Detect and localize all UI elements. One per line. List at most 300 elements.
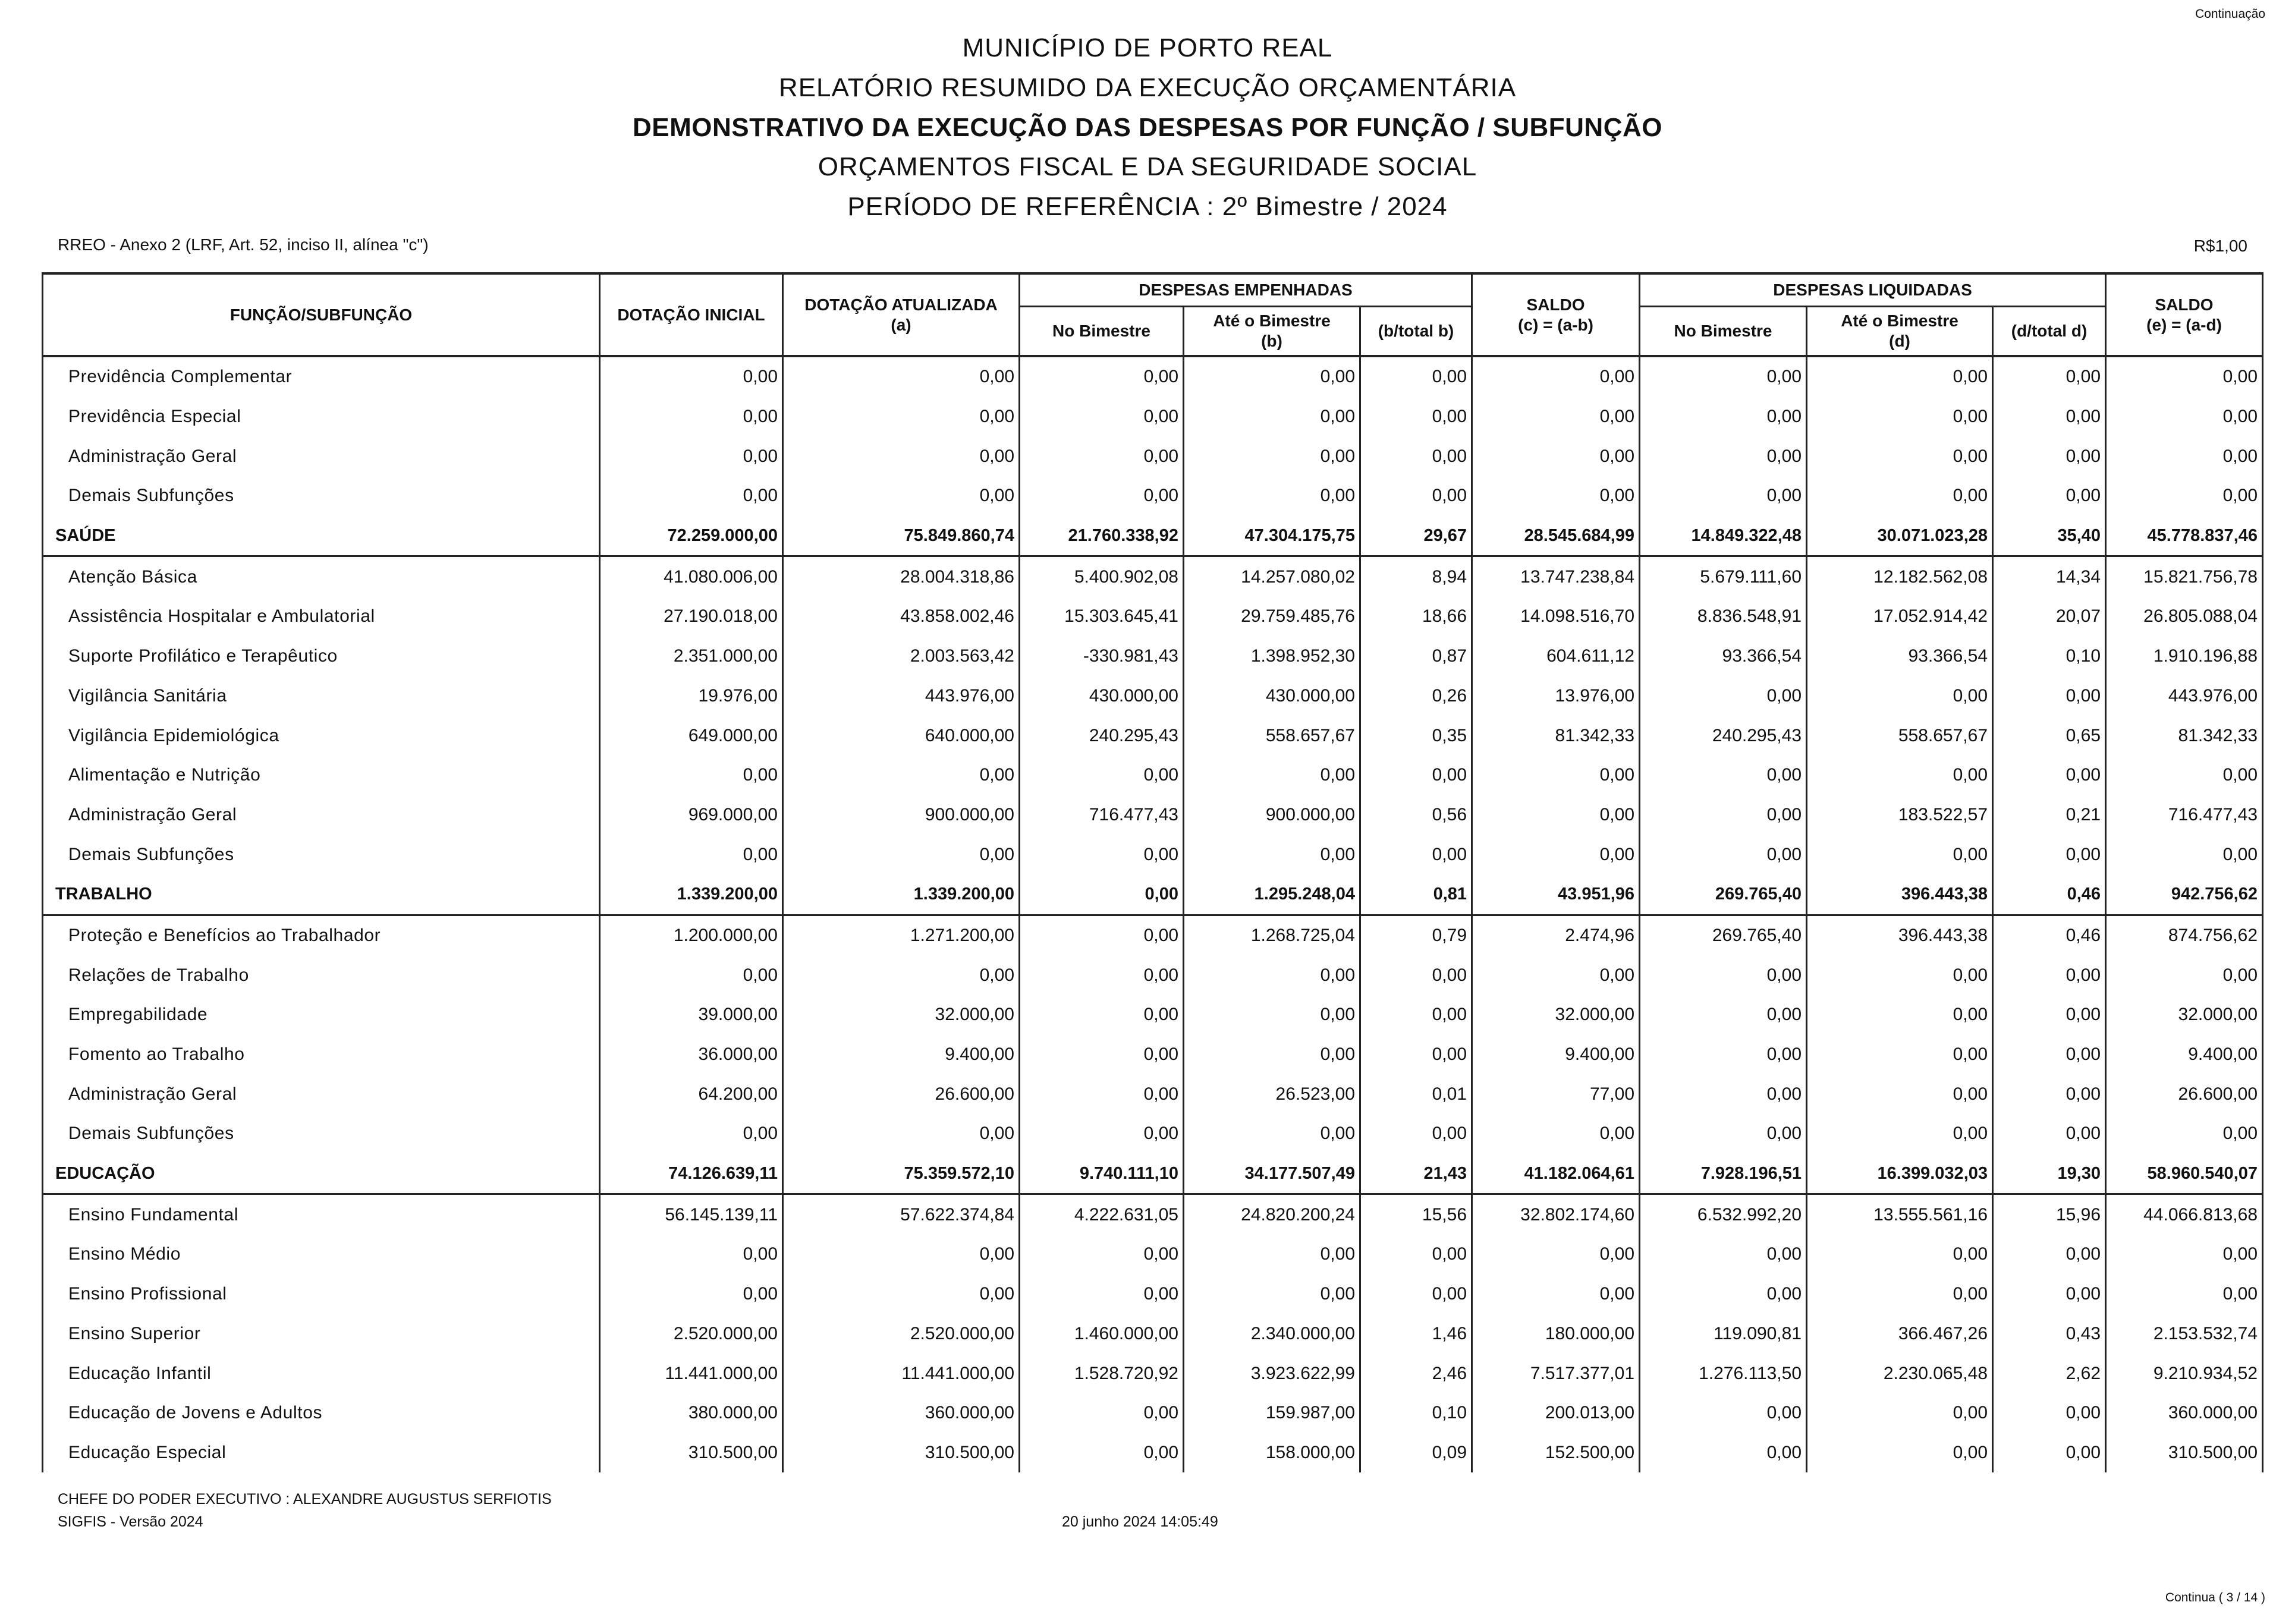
report-title: RELATÓRIO RESUMIDO DA EXECUÇÃO ORÇAMENTÁRIA	[778, 73, 1517, 102]
value-cell: 0,00	[1640, 955, 1807, 995]
value-cell: 0,00	[1993, 1074, 2106, 1114]
subfunction-row	[43, 1314, 2263, 1354]
row-label	[43, 795, 600, 835]
value-cell: 0,00	[1807, 356, 1993, 397]
value-cell: 1.339.200,00	[600, 874, 783, 915]
value-cell: 0,00	[1993, 835, 2106, 874]
value-cell: 0,00	[1472, 476, 1640, 516]
value-cell: 0,00	[1640, 476, 1807, 516]
header-balance-c	[1472, 273, 1640, 356]
row-label-text: Vigilância Sanitária	[68, 685, 227, 706]
row-label-text: Administração Geral	[68, 1084, 237, 1104]
value-cell: 360.000,00	[2106, 1393, 2263, 1433]
value-cell: 240.295,43	[1020, 716, 1184, 756]
row-label	[43, 1393, 600, 1433]
value-cell: 200.013,00	[1472, 1393, 1640, 1433]
value-cell: 81.342,33	[1472, 716, 1640, 756]
value-cell: 44.066.813,68	[2106, 1194, 2263, 1235]
value-cell: 310.500,00	[600, 1433, 783, 1473]
value-cell: 74.126.639,11	[600, 1154, 783, 1194]
value-cell: 0,00	[1993, 1235, 2106, 1274]
value-cell: 21.760.338,92	[1020, 516, 1184, 556]
row-label	[43, 356, 600, 397]
value-cell: 0,00	[1807, 1035, 1993, 1075]
value-cell: 0,00	[1020, 1074, 1184, 1114]
value-cell: 27.190.018,00	[600, 597, 783, 637]
value-cell: 77,00	[1472, 1074, 1640, 1114]
value-cell: 5.679.111,60	[1640, 556, 1807, 597]
value-cell: 0,00	[1807, 476, 1993, 516]
value-cell: 0,00	[1472, 795, 1640, 835]
value-cell: 604.611,12	[1472, 637, 1640, 676]
value-cell: 93.366,54	[1640, 637, 1807, 676]
value-cell: 0,00	[1993, 995, 2106, 1035]
value-cell: 558.657,67	[1184, 716, 1360, 756]
header-updated-allocation	[783, 273, 1020, 356]
value-cell: 900.000,00	[783, 795, 1020, 835]
header-committed-bimester: No Bimestre	[1020, 307, 1184, 357]
subfunction-row	[43, 1274, 2263, 1314]
value-cell: 180.000,00	[1472, 1314, 1640, 1354]
header-updated-line2: (a)	[891, 315, 911, 334]
value-cell: 0,00	[783, 1274, 1020, 1314]
value-cell: 900.000,00	[1184, 795, 1360, 835]
value-cell: 0,00	[2106, 476, 2263, 516]
subfunction-row	[43, 995, 2263, 1035]
value-cell: 0,00	[1020, 1114, 1184, 1154]
value-cell: 0,00	[1360, 1274, 1472, 1314]
value-cell: 2.351.000,00	[600, 637, 783, 676]
value-cell: 0,00	[1020, 835, 1184, 874]
value-cell: 29,67	[1360, 516, 1472, 556]
value-cell: 0,00	[783, 356, 1020, 397]
header-liquidated-group: DESPESAS LIQUIDADAS	[1640, 273, 2106, 307]
value-cell: 0,00	[1184, 995, 1360, 1035]
value-cell: 14.849.322,48	[1640, 516, 1807, 556]
value-cell: 0,00	[783, 756, 1020, 795]
annex-reference: RREO - Anexo 2 (LRF, Art. 52, inciso II, alínea "c")	[58, 235, 429, 254]
value-cell: 0,00	[1640, 756, 1807, 795]
row-label-text: TRABALHO	[55, 884, 152, 904]
value-cell: 0,00	[1020, 756, 1184, 795]
value-cell: 24.820.200,24	[1184, 1194, 1360, 1235]
row-label	[43, 835, 600, 874]
row-label	[43, 995, 600, 1035]
value-cell: 0,00	[1472, 1274, 1640, 1314]
value-cell: 21,43	[1360, 1154, 1472, 1194]
value-cell: 0,00	[1640, 1274, 1807, 1314]
subfunction-row	[43, 1194, 2263, 1235]
value-cell: 0,00	[1020, 1035, 1184, 1075]
value-cell: 240.295,43	[1640, 716, 1807, 756]
value-cell: 30.071.023,28	[1807, 516, 1993, 556]
subfunction-row	[43, 716, 2263, 756]
row-label	[43, 1235, 600, 1274]
subfunction-row	[43, 1114, 2263, 1154]
value-cell: 18,66	[1360, 597, 1472, 637]
value-cell: 0,00	[1472, 397, 1640, 437]
row-label-text: Ensino Médio	[68, 1244, 181, 1264]
value-cell: 0,00	[2106, 436, 2263, 476]
subfunction-row	[43, 597, 2263, 637]
value-cell: 0,00	[1993, 1114, 2106, 1154]
executive-signature: CHEFE DO PODER EXECUTIVO : ALEXANDRE AUGUSTUS SERFIOTIS	[58, 1491, 552, 1507]
value-cell: 0,00	[1640, 1235, 1807, 1274]
value-cell: 57.622.374,84	[783, 1194, 1020, 1235]
value-cell: 3.923.622,99	[1184, 1354, 1360, 1393]
continuation-label: Continuação	[2195, 7, 2265, 21]
value-cell: 396.443,38	[1807, 915, 1993, 955]
value-cell: 0,00	[1807, 1274, 1993, 1314]
value-cell: 14.098.516,70	[1472, 597, 1640, 637]
value-cell: 26.523,00	[1184, 1074, 1360, 1114]
header-liquidated-bimester: No Bimestre	[1640, 307, 1807, 357]
value-cell: -330.981,43	[1020, 637, 1184, 676]
row-label-text: Educação de Jovens e Adultos	[68, 1403, 323, 1423]
value-cell: 0,00	[1472, 756, 1640, 795]
value-cell: 0,00	[1807, 835, 1993, 874]
value-cell: 159.987,00	[1184, 1393, 1360, 1433]
value-cell: 0,00	[1640, 1074, 1807, 1114]
value-cell: 0,00	[600, 1274, 783, 1314]
value-cell: 119.090,81	[1640, 1314, 1807, 1354]
value-cell: 269.765,40	[1640, 874, 1807, 915]
header-liquidated-pct: (d/total d)	[1993, 307, 2106, 357]
system-version: SIGFIS - Versão 2024	[58, 1513, 203, 1530]
value-cell: 0,00	[1020, 397, 1184, 437]
value-cell: 58.960.540,07	[2106, 1154, 2263, 1194]
value-cell: 0,00	[1640, 1035, 1807, 1075]
value-cell: 17.052.914,42	[1807, 597, 1993, 637]
value-cell: 2.340.000,00	[1184, 1314, 1360, 1354]
value-cell: 0,35	[1360, 716, 1472, 756]
subfunction-row	[43, 556, 2263, 597]
value-cell: 0,00	[2106, 835, 2263, 874]
subfunction-row	[43, 1393, 2263, 1433]
row-label	[43, 516, 600, 556]
value-cell: 0,00	[1807, 436, 1993, 476]
value-cell: 0,00	[1993, 436, 2106, 476]
value-cell: 29.759.485,76	[1184, 597, 1360, 637]
value-cell: 7.517.377,01	[1472, 1354, 1640, 1393]
header-balance-e-line1: SALDO	[2155, 295, 2214, 314]
budgets-title: ORÇAMENTOS FISCAL E DA SEGURIDADE SOCIAL	[818, 152, 1477, 181]
value-cell: 2.474,96	[1472, 915, 1640, 955]
value-cell: 0,00	[600, 436, 783, 476]
value-cell: 0,00	[783, 397, 1020, 437]
value-cell: 2.230.065,48	[1807, 1354, 1993, 1393]
row-label	[43, 1433, 600, 1473]
value-cell: 43.858.002,46	[783, 597, 1020, 637]
value-cell: 9.740.111,10	[1020, 1154, 1184, 1194]
subfunction-row	[43, 476, 2263, 516]
header-balance-e-line2: (e) = (a-d)	[2146, 315, 2222, 334]
value-cell: 0,00	[1020, 1433, 1184, 1473]
value-cell: 443.976,00	[783, 676, 1020, 716]
value-cell: 0,00	[2106, 356, 2263, 397]
value-cell: 0,21	[1993, 795, 2106, 835]
value-cell: 716.477,43	[2106, 795, 2263, 835]
row-label-text: Demais Subfunções	[68, 1123, 234, 1144]
value-cell: 64.200,00	[600, 1074, 783, 1114]
row-label	[43, 676, 600, 716]
value-cell: 0,00	[1807, 995, 1993, 1035]
value-cell: 0,00	[1640, 1393, 1807, 1433]
value-cell: 0,00	[1993, 356, 2106, 397]
subfunction-row	[43, 356, 2263, 397]
header-balance-c-line2: (c) = (a-b)	[1518, 315, 1593, 334]
value-cell: 0,00	[1640, 1114, 1807, 1154]
row-label	[43, 915, 600, 955]
value-cell: 0,00	[1807, 1433, 1993, 1473]
row-label-text: Demais Subfunções	[68, 486, 234, 506]
value-cell: 0,00	[1807, 1114, 1993, 1154]
value-cell: 0,00	[1020, 476, 1184, 516]
value-cell: 0,00	[1472, 436, 1640, 476]
row-label-text: Ensino Profissional	[68, 1284, 227, 1304]
value-cell: 0,00	[1807, 676, 1993, 716]
page-pagination: Continua ( 3 / 14 )	[2165, 1591, 2265, 1604]
header-updated-line1: DOTAÇÃO ATUALIZADA	[804, 295, 998, 314]
value-cell: 14.257.080,02	[1184, 556, 1360, 597]
row-label	[43, 1114, 600, 1154]
row-label-text: Empregabilidade	[68, 1005, 208, 1025]
value-cell: 16.399.032,03	[1807, 1154, 1993, 1194]
value-cell: 0,00	[1184, 356, 1360, 397]
row-label	[43, 874, 600, 915]
value-cell: 310.500,00	[783, 1433, 1020, 1473]
value-cell: 0,00	[1993, 756, 2106, 795]
value-cell: 0,46	[1993, 874, 2106, 915]
statement-title: DEMONSTRATIVO DA EXECUÇÃO DAS DESPESAS POR FUNÇÃO / SUBFUNÇÃO	[633, 113, 1662, 142]
value-cell: 0,00	[1807, 1235, 1993, 1274]
value-cell: 0,00	[783, 955, 1020, 995]
header-initial-allocation: DOTAÇÃO INICIAL	[600, 273, 783, 356]
value-cell: 0,00	[600, 835, 783, 874]
value-cell: 32.000,00	[2106, 995, 2263, 1035]
value-cell: 26.600,00	[783, 1074, 1020, 1114]
header-balance-e	[2106, 273, 2263, 356]
value-cell: 0,01	[1360, 1074, 1472, 1114]
subfunction-row	[43, 955, 2263, 995]
value-cell: 1.268.725,04	[1184, 915, 1360, 955]
value-cell: 13.976,00	[1472, 676, 1640, 716]
value-cell: 47.304.175,75	[1184, 516, 1360, 556]
value-cell: 0,09	[1360, 1433, 1472, 1473]
subfunction-row	[43, 1354, 2263, 1393]
value-cell: 430.000,00	[1184, 676, 1360, 716]
value-cell: 32.802.174,60	[1472, 1194, 1640, 1235]
value-cell: 716.477,43	[1020, 795, 1184, 835]
value-cell: 0,00	[2106, 955, 2263, 995]
value-cell: 0,00	[600, 756, 783, 795]
value-cell: 0,00	[1020, 356, 1184, 397]
value-cell: 0,00	[1640, 835, 1807, 874]
value-cell: 93.366,54	[1807, 637, 1993, 676]
subfunction-row	[43, 1035, 2263, 1075]
value-cell: 39.000,00	[600, 995, 783, 1035]
value-cell: 5.400.902,08	[1020, 556, 1184, 597]
value-cell: 0,00	[1020, 436, 1184, 476]
value-cell: 2,46	[1360, 1354, 1472, 1393]
value-cell: 2.003.563,42	[783, 637, 1020, 676]
value-cell: 0,00	[1184, 1035, 1360, 1075]
row-label-text: Suporte Profilático e Terapêutico	[68, 646, 338, 666]
value-cell: 28.545.684,99	[1472, 516, 1640, 556]
row-label	[43, 756, 600, 795]
value-cell: 0,00	[783, 835, 1020, 874]
value-cell: 36.000,00	[600, 1035, 783, 1075]
value-cell: 0,56	[1360, 795, 1472, 835]
value-cell: 0,00	[600, 1235, 783, 1274]
value-cell: 1.460.000,00	[1020, 1314, 1184, 1354]
municipality-title: MUNICÍPIO DE PORTO REAL	[962, 33, 1333, 62]
value-cell: 0,00	[1807, 1393, 1993, 1433]
value-cell: 0,00	[1993, 1035, 2106, 1075]
row-label	[43, 637, 600, 676]
value-cell: 0,00	[783, 1114, 1020, 1154]
value-cell: 0,00	[1184, 1274, 1360, 1314]
value-cell: 0,00	[1993, 397, 2106, 437]
row-label-text: Educação Infantil	[68, 1363, 212, 1383]
value-cell: 366.467,26	[1807, 1314, 1993, 1354]
value-cell: 0,00	[1020, 1393, 1184, 1433]
value-cell: 0,00	[1020, 955, 1184, 995]
value-cell: 152.500,00	[1472, 1433, 1640, 1473]
value-cell: 20,07	[1993, 597, 2106, 637]
row-label-text: EDUCAÇÃO	[55, 1163, 155, 1183]
subfunction-row	[43, 1074, 2263, 1114]
value-cell: 0,00	[1993, 1433, 2106, 1473]
value-cell: 19.976,00	[600, 676, 783, 716]
value-cell: 0,00	[1360, 756, 1472, 795]
value-cell: 75.849.860,74	[783, 516, 1020, 556]
value-cell: 649.000,00	[600, 716, 783, 756]
value-cell: 0,00	[1472, 1235, 1640, 1274]
row-label-text: Assistência Hospitalar e Ambulatorial	[68, 606, 375, 627]
value-cell: 15,96	[1993, 1194, 2106, 1235]
generation-timestamp: 20 junho 2024 14:05:49	[1062, 1513, 1218, 1530]
value-cell: 0,43	[1993, 1314, 2106, 1354]
value-cell: 0,00	[1360, 1114, 1472, 1154]
value-cell: 158.000,00	[1184, 1433, 1360, 1473]
value-cell: 1.271.200,00	[783, 915, 1020, 955]
value-cell: 41.182.064,61	[1472, 1154, 1640, 1194]
value-cell: 430.000,00	[1020, 676, 1184, 716]
value-cell: 0,00	[1184, 1235, 1360, 1274]
header-liquidated-until-line1: Até o Bimestre	[1841, 311, 1958, 330]
value-cell: 0,00	[1472, 835, 1640, 874]
value-cell: 0,00	[1020, 1274, 1184, 1314]
value-cell: 0,00	[1640, 436, 1807, 476]
header-balance-c-line1: SALDO	[1526, 295, 1585, 314]
value-cell: 0,00	[1360, 476, 1472, 516]
value-cell: 2.520.000,00	[600, 1314, 783, 1354]
value-cell: 1.528.720,92	[1020, 1354, 1184, 1393]
value-cell: 380.000,00	[600, 1393, 783, 1433]
value-cell: 0,00	[600, 1114, 783, 1154]
header-liquidated-until-line2: (d)	[1889, 332, 1910, 350]
value-cell: 0,00	[1184, 835, 1360, 874]
row-label-text: Fomento ao Trabalho	[68, 1044, 245, 1065]
value-cell: 0,00	[1360, 995, 1472, 1035]
row-label-text: Vigilância Epidemiológica	[68, 725, 279, 745]
value-cell: 13.555.561,16	[1807, 1194, 1993, 1235]
value-cell: 0,00	[1807, 756, 1993, 795]
currency-unit: R$1,00	[2193, 237, 2247, 255]
value-cell: 360.000,00	[783, 1393, 1020, 1433]
value-cell: 0,00	[1993, 1274, 2106, 1314]
row-label	[43, 955, 600, 995]
value-cell: 43.951,96	[1472, 874, 1640, 915]
value-cell: 0,00	[2106, 1274, 2263, 1314]
row-label	[43, 1274, 600, 1314]
value-cell: 0,00	[1640, 995, 1807, 1035]
value-cell: 0,00	[1184, 397, 1360, 437]
value-cell: 2,62	[1993, 1354, 2106, 1393]
header-function: FUNÇÃO/SUBFUNÇÃO	[43, 273, 600, 356]
value-cell: 2.153.532,74	[2106, 1314, 2263, 1354]
value-cell: 558.657,67	[1807, 716, 1993, 756]
row-label-text: Administração Geral	[68, 804, 237, 824]
row-label-text: Ensino Superior	[68, 1323, 201, 1343]
value-cell: 6.532.992,20	[1640, 1194, 1807, 1235]
value-cell: 15.303.645,41	[1020, 597, 1184, 637]
subfunction-row	[43, 1433, 2263, 1473]
value-cell: 1.276.113,50	[1640, 1354, 1807, 1393]
value-cell: 34.177.507,49	[1184, 1154, 1360, 1194]
value-cell: 32.000,00	[1472, 995, 1640, 1035]
row-label-text: Educação Especial	[68, 1442, 227, 1462]
row-label	[43, 597, 600, 637]
value-cell: 0,00	[1020, 995, 1184, 1035]
row-label-text: Previdência Complementar	[68, 367, 293, 387]
header-committed-pct: (b/total b)	[1360, 307, 1472, 357]
value-cell: 0,00	[1807, 955, 1993, 995]
value-cell: 0,00	[1993, 1393, 2106, 1433]
subfunction-row	[43, 637, 2263, 676]
value-cell: 0,65	[1993, 716, 2106, 756]
function-total-row	[43, 1154, 2263, 1194]
value-cell: 0,00	[1360, 1035, 1472, 1075]
row-label-text: Demais Subfunções	[68, 844, 234, 864]
value-cell: 0,87	[1360, 637, 1472, 676]
value-cell: 0,00	[1020, 1235, 1184, 1274]
value-cell: 32.000,00	[783, 995, 1020, 1035]
row-label-text: Relações de Trabalho	[68, 965, 249, 985]
period-title: PERÍODO DE REFERÊNCIA : 2º Bimestre / 2024	[847, 192, 1448, 221]
value-cell: 640.000,00	[783, 716, 1020, 756]
row-label-text: Ensino Fundamental	[68, 1204, 238, 1225]
value-cell: 0,79	[1360, 915, 1472, 955]
subfunction-row	[43, 756, 2263, 795]
value-cell: 9.400,00	[783, 1035, 1020, 1075]
row-label-text: Alimentação e Nutrição	[68, 765, 261, 785]
value-cell: 0,26	[1360, 676, 1472, 716]
value-cell: 0,00	[1640, 1433, 1807, 1473]
value-cell: 0,00	[600, 356, 783, 397]
value-cell: 0,00	[1472, 955, 1640, 995]
value-cell: 0,10	[1993, 637, 2106, 676]
value-cell: 0,00	[1993, 676, 2106, 716]
subfunction-row	[43, 397, 2263, 437]
value-cell: 1.339.200,00	[783, 874, 1020, 915]
value-cell: 183.522,57	[1807, 795, 1993, 835]
value-cell: 0,00	[1640, 676, 1807, 716]
value-cell: 269.765,40	[1640, 915, 1807, 955]
value-cell: 7.928.196,51	[1640, 1154, 1807, 1194]
value-cell: 72.259.000,00	[600, 516, 783, 556]
